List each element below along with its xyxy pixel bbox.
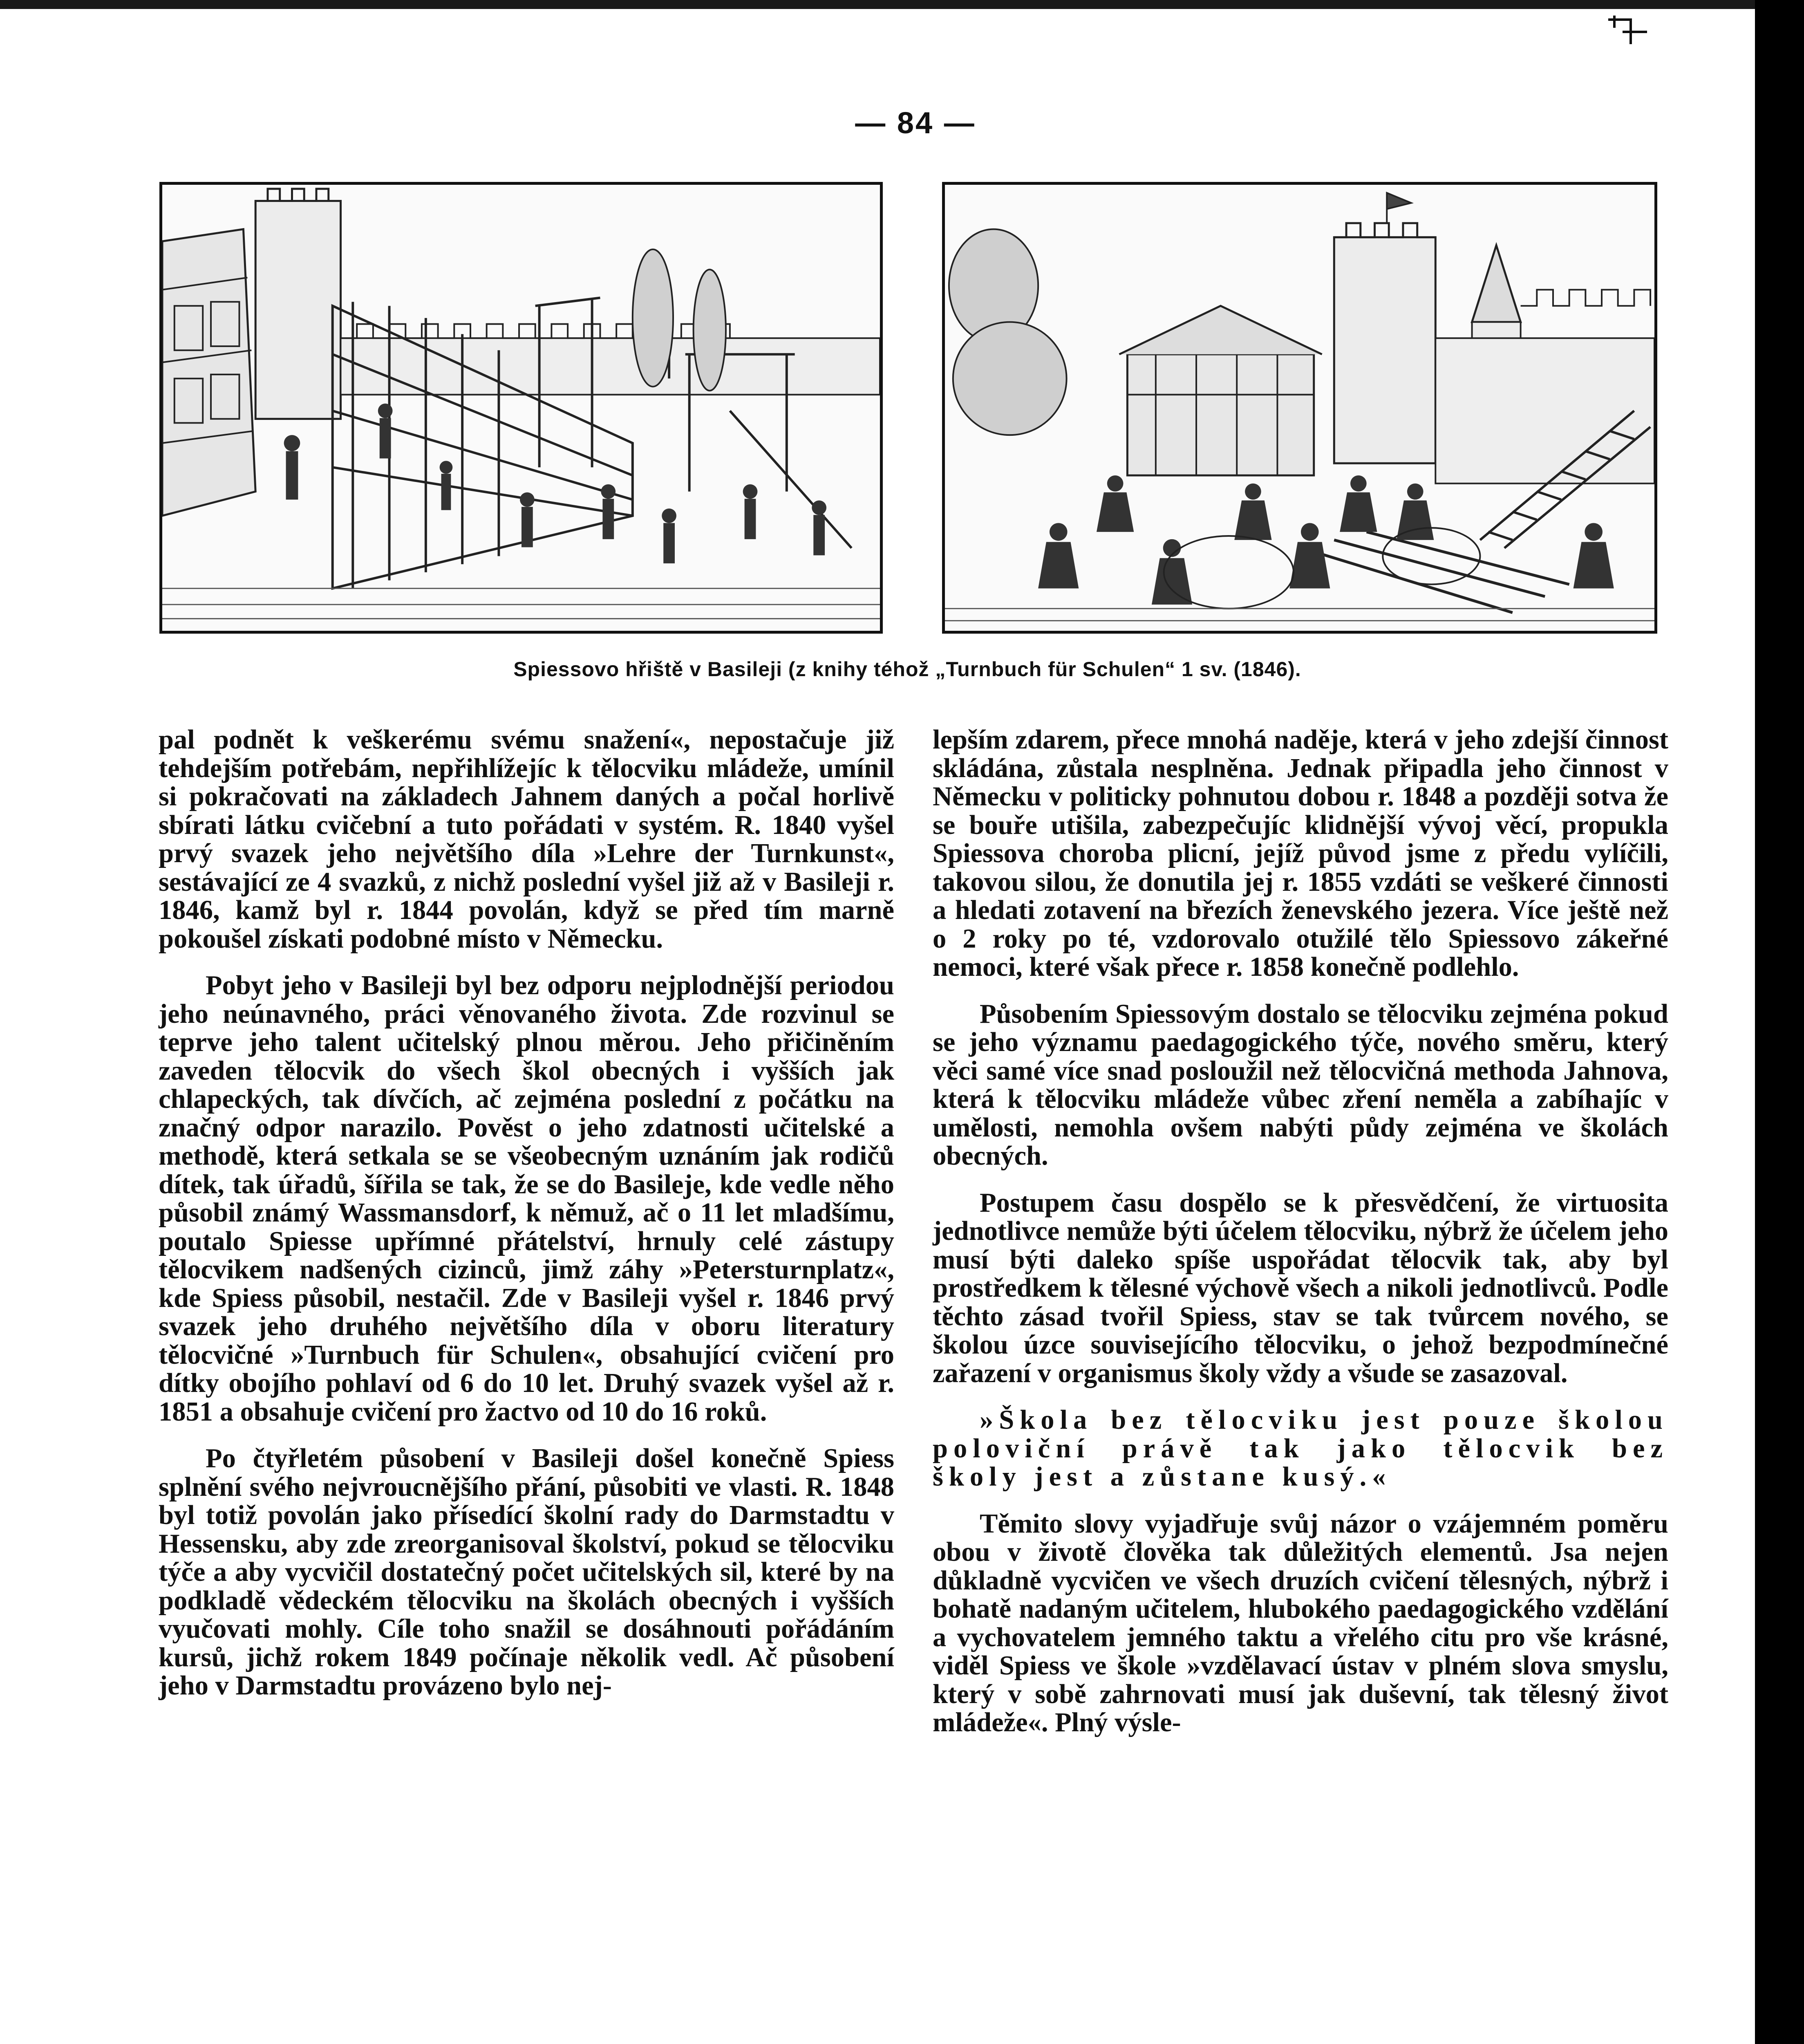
binding-mark [1606,11,1651,48]
figure-caption: Spiessovo hřiště v Basileji (z knihy téhož „Turnbuch für Schulen“ 1 sv. (1846). [513,658,1301,681]
scan-border-top [0,0,1804,9]
block-quote: »Škola bez tělocviku jest pouze školou poloviční právě tak jako tělocvik bez školy jest a zůstane kusý.« [933,1405,1668,1492]
playground-illustration-left [159,182,883,634]
paragraph: Postupem času dospělo se k přesvědčení, že virtuosita jednotlivce nemůže býti účelem tělocviku, nýbrž že účelem jeho musí býti daleko spíše uspořádat tělocvik tak, aby byl prostředkem k tělesné výchově všech a nikoli jednotlivců. Podle těchto zásad tvořil Spiess, stav se tak tvůrcem nového, se školou úzce souvisejícího tělocviku, o jehož bezpodmínečné zařazení v organismus školy vždy a všude se zasazoval. [933,1188,1668,1388]
paragraph: lepším zdarem, přece mnohá naděje, která v jeho zdejší činnost skládána, zůstala nesplněna. Jednak připadla jeho činnost v Německu v politicky pohnutou dobou r. 1848 a později sotva že se bouře utišila, zabezpečujíc klidnější vývoj věcí, propukla Spiessova choroba plicní, jejíž původ jsme z předu vylíčili, takovou silou, že donutila jej r. 1855 vzdáti se veškeré činnosti a hledati zotavení na březích ženevského jezera. Více ještě než o 2 roky po té, vzdorovalo otužilé tělo Spiessovo zákeřné nemoci, které však přece r. 1858 konečně podlehlo. [933,725,1668,982]
paragraph: Těmito slovy vyjadřuje svůj názor o vzájemném poměru obou v životě člověka tak důležitých elementů. Jsa nejen důkladně vycvičen ve všech druzích cvičení tělesných, nýbrž i bohatě nadaným učitelem, hlubokého paedagogického vzdělání a vychovatelem jemného taktu a vřelého citu pro vše krásné, viděl Spiess ve škole »vzdělavací ústav v plném slova smyslu, který v sobě zahrnovati musí jak duševní, tak tělesný život mládeže«. Plný výsle- [933,1508,1668,1737]
paragraph: Po čtyřletém působení v Basileji došel konečně Spiess splnění svého nejvroucnějšího přání, působiti ve vlasti. R. 1848 byl totiž povolán jako přísedící školní rady do Darmstadtu v Hessensku, aby zde zreorganisoval školství, pokud se tělocviku týče a aby vycvičil dostatečný počet učitelských sil, které by na podkladě vědeckém tělocviku na školách obecných i vyšších vyučovati mohly. Cíle toho snažil se dosáhnouti pořádáním kursů, jichž rokem 1849 počínaje několik vedl. Ač působení jeho v Darmstadtu provázeno bylo nej- [159,1443,894,1701]
illustration-right-drawing [945,185,1654,631]
page-number: — 84 — [855,106,976,140]
scan-border-right [1755,0,1804,2044]
text-column-left [159,726,894,1719]
text-column-right [933,726,1668,1755]
playground-illustration-right [942,182,1657,634]
paragraph: pal podnět k veškerému svému snažení«, nepostačuje již tehdejším potřebám, nepřihlížejíc k tělocviku mládeže, umínil si pokračovati na základech Jahnem daných a počal horlivě sbírati látku cvičební a tuto pořádati v systém. R. 1840 vyšel prvý svazek jeho největšího díla »Lehre der Turnkunst«, sestávající ze 4 svazků, z nichž poslední vyšel již až v Basileji r. 1846, kamž byl r. 1844 povolán, když se před tím marně pokoušel získati podobné místo v Německu. [159,725,894,954]
paragraph: Pobyt jeho v Basileji byl bez odporu nejplodnější periodou jeho neúnavného, práci věnovaného života. Zde rozvinul se teprve jeho talent učitelský plnou měrou. Jeho přičiněním zaveden tělocvik do všech škol obecných i vyšších jak chlapeckých, tak dívčích, ač zejména poslední z počátku na značný odpor narazilo. Pověst o jeho zdatnosti učitelské a methodě, která setkala se se všeobecným uznáním jak rodičů dítek, tak úřadů, šířila se tak, že se do Basileje, kde vedle něho působil známý Wassmansdorf, k němuž, ač o 11 let mladšímu, poutalo Spiesse upřímné přátelství, hrnuly celé zástupy tělocvikem nadšených cizinců, jimž záhy »Petersturnplatz«, kde Spiess působil, nestačil. Zde v Basileji vyšel r. 1846 prvý svazek jeho druhého největšího díla v oboru literatury tělocvičné »Turnbuch für Schulen«, obsahující cvičení pro dítky obojího pohlaví od 6 do 10 let. Druhý svazek vyšel až r. 1851 a obsahuje cvičení pro žactvo od 10 do 16 roků. [159,970,894,1427]
illustration-left-drawing [162,185,880,631]
paragraph: Působením Spiessovým dostalo se tělocviku zejména pokud se jeho významu paedagogického týče, nového směru, který věci samé více snad posloužil než tělocvičná methoda Jahnova, která k tělocviku mládeže vůbec zření neměla a zabíhajíc v umělosti, nemohla ovšem nabýti půdy zejména ve školách obecných. [933,999,1668,1171]
